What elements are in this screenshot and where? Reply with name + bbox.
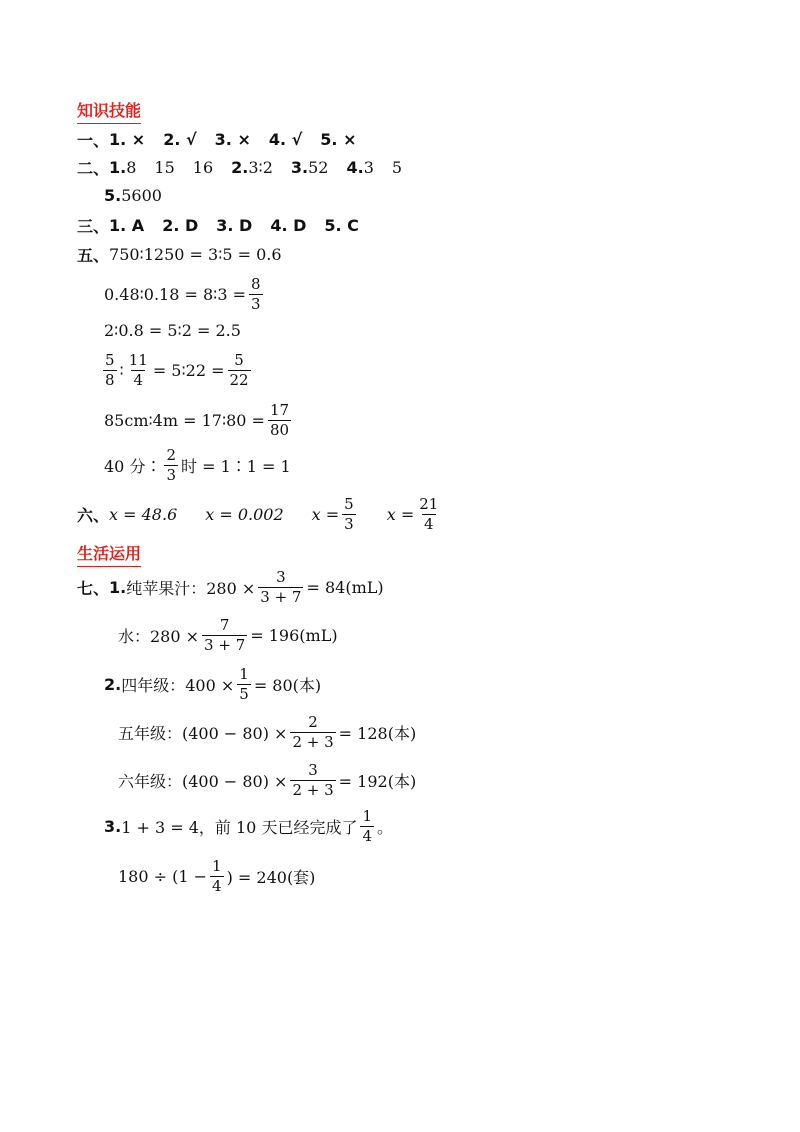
numerator: 7 (219, 616, 230, 634)
expression: 五年级：(400 − 80) × (118, 724, 288, 744)
ratio-line-4 (100, 352, 254, 390)
answer-item: 2. √ (163, 130, 197, 149)
fraction (342, 496, 356, 534)
fraction (237, 666, 251, 704)
section-title-knowledge: 知识技能 (77, 98, 141, 121)
expression: 水：280 × (118, 627, 200, 647)
denominator: 2 + 3 (292, 781, 334, 800)
answer-item: 2. D (162, 216, 199, 235)
ratio-line-3 (104, 321, 241, 340)
solution-x2: x = 0.002 (205, 505, 284, 525)
ratio-expression: = 5∶22 = (152, 361, 225, 381)
denominator: 80 (269, 421, 290, 440)
ratio-expression: 85cm∶4m = 17∶80 = (104, 411, 265, 431)
question-number: 五、 (77, 246, 110, 265)
ratio-separator: ∶ (119, 361, 124, 381)
fraction (127, 352, 150, 390)
denominator: 4 (133, 371, 144, 390)
expression-result: = 192(本) (338, 772, 417, 792)
numerator: 1 (212, 857, 222, 875)
denominator: 4 (362, 827, 372, 846)
denominator: 5 (239, 685, 249, 704)
answer-value: 3 (363, 158, 374, 177)
expression-result: = 84(mL) (306, 578, 384, 598)
problem-7-2-line-3 (118, 762, 416, 800)
fraction (258, 569, 303, 607)
fraction (164, 447, 178, 485)
answer-item: 5. C (324, 216, 359, 235)
sub-number: 5. (104, 186, 122, 205)
denominator: 4 (212, 877, 222, 896)
answer-item: 4. √ (268, 130, 303, 149)
ratio-expression: 750∶1250 = 3∶5 = 0.6 (109, 245, 282, 264)
numerator: 11 (128, 351, 148, 369)
answer-value: 52 (308, 158, 329, 177)
denominator: 3 (344, 515, 354, 534)
sub-number: 2. (231, 158, 249, 177)
solution-x4-label: x = (386, 505, 415, 525)
fraction (103, 352, 117, 390)
expression: 180 ÷ (1 − (118, 867, 208, 887)
numerator: 3 (276, 568, 286, 586)
numerator: 5 (344, 495, 354, 513)
ratio-expression: 0.48∶0.18 = 8∶3 = (104, 285, 247, 305)
fraction (290, 762, 335, 800)
denominator: 3 (251, 295, 261, 314)
answer-item: 3. × (214, 130, 251, 149)
expression-result: = 196(mL) (250, 626, 338, 646)
numerator: 2 (308, 713, 318, 731)
question-number: 一、 (77, 131, 110, 150)
fraction (249, 276, 263, 314)
answer-row-2-cont (104, 186, 162, 205)
denominator: 3 + 7 (260, 588, 302, 607)
sub-number: 2. (104, 675, 122, 695)
sub-number: 1. (109, 578, 127, 598)
answer-item: 3. D (216, 216, 253, 235)
answer-row-3 (77, 214, 359, 237)
fraction (290, 714, 335, 752)
answer-value: 8 (126, 158, 137, 177)
answer-row-2 (77, 156, 402, 179)
ratio-expression: 40 分∶ (104, 457, 162, 477)
problem-7-1-line-1 (77, 569, 384, 607)
fraction (417, 496, 440, 534)
question-number: 二、 (77, 159, 110, 178)
answer-value: 3∶2 (248, 158, 273, 177)
answer-row-6 (77, 496, 443, 534)
numerator: 5 (234, 351, 244, 369)
denominator: 4 (424, 515, 434, 534)
numerator: 21 (419, 495, 439, 513)
numerator: 2 (166, 446, 176, 464)
answer-row-1 (77, 128, 356, 151)
question-number: 六、 (77, 506, 110, 526)
expression-result: = 80(本) (253, 676, 322, 696)
fraction (268, 402, 291, 440)
ratio-expression: 2∶0.8 = 5∶2 = 2.5 (104, 321, 241, 340)
answer-item: 5. × (320, 130, 357, 149)
solution-x1: x = 48.6 (109, 505, 178, 525)
answer-value: 16 (192, 158, 214, 177)
denominator: 22 (229, 371, 249, 390)
sub-number: 1. (109, 158, 127, 177)
fraction (202, 617, 247, 655)
answer-item: 4. D (270, 216, 307, 235)
numerator: 8 (251, 275, 261, 293)
sub-number: 3. (104, 817, 122, 837)
numerator: 5 (105, 351, 115, 369)
expression: 1 + 3 = 4，前 10 天已经完成了 (121, 818, 358, 838)
denominator: 3 + 7 (204, 636, 246, 655)
denominator: 3 (166, 466, 176, 485)
ratio-line-6 (104, 447, 291, 485)
solution-x3-label: x = (311, 505, 340, 525)
expression-result: = 128(本) (338, 724, 417, 744)
sub-number: 3. (290, 158, 309, 177)
fraction (360, 808, 374, 846)
expression: 四年级：400 × (121, 676, 235, 696)
denominator: 2 + 3 (292, 733, 334, 752)
sub-number: 4. (346, 158, 364, 177)
fraction (210, 858, 224, 896)
problem-7-2-line-1 (104, 666, 321, 704)
expression: 纯苹果汁：280 × (126, 579, 256, 599)
problem-7-3-line-1 (104, 808, 393, 846)
ratio-line-2 (104, 276, 266, 314)
numerator: 1 (362, 807, 372, 825)
denominator: 8 (105, 371, 115, 390)
section-title-application: 生活运用 (77, 541, 141, 564)
answer-value: 5 (391, 158, 403, 177)
question-number: 七、 (77, 579, 110, 599)
answer-value: 15 (154, 158, 175, 177)
expression: 六年级：(400 − 80) × (118, 772, 288, 792)
expression-result: ) = 240(套) (226, 868, 316, 888)
fraction (228, 352, 251, 390)
problem-7-1-line-2 (118, 617, 338, 655)
expression-result: 。 (377, 818, 394, 838)
answer-item: 1. × (109, 130, 146, 149)
ratio-expression: 时 = 1∶1 = 1 (181, 457, 291, 477)
answer-row-5 (77, 243, 282, 266)
numerator: 1 (239, 665, 249, 683)
numerator: 17 (269, 401, 290, 419)
question-number: 三、 (77, 217, 110, 236)
ratio-line-5 (104, 402, 294, 440)
problem-7-3-line-2 (118, 858, 315, 896)
numerator: 3 (308, 761, 318, 779)
problem-7-2-line-2 (118, 714, 416, 752)
answer-value: 5600 (121, 186, 162, 205)
answer-item: 1. A (109, 216, 145, 235)
